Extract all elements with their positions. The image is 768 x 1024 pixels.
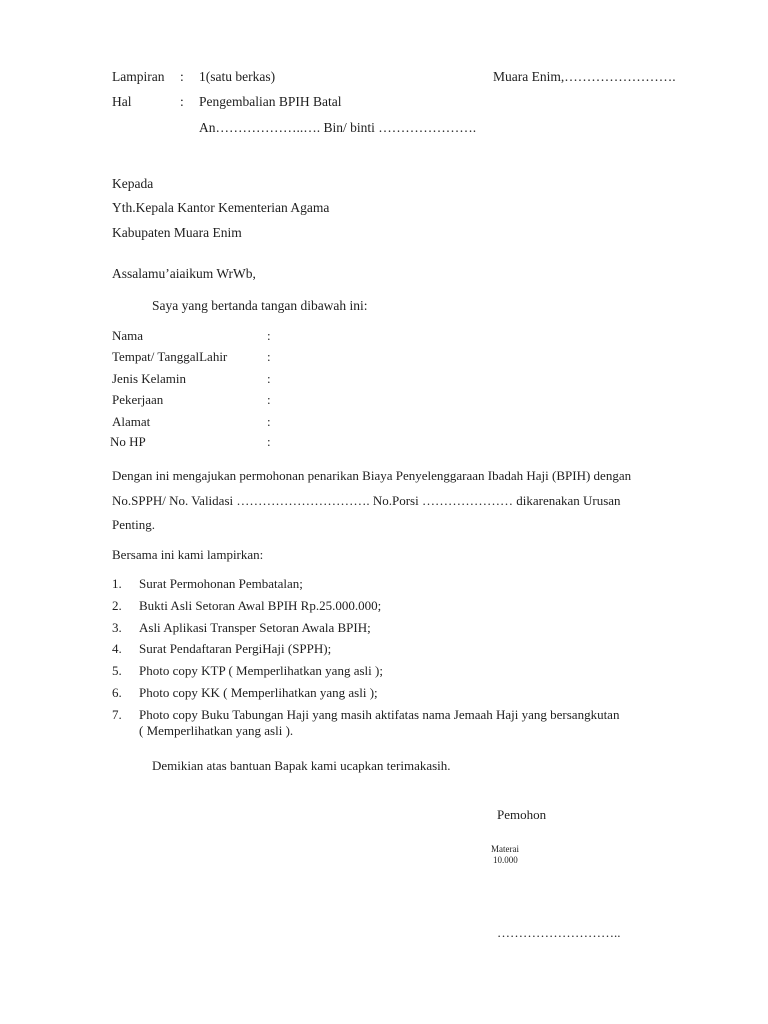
attachment-text: Surat Pendaftaran PergiHaji (SPPH); bbox=[139, 641, 332, 656]
attachment-num: 1. bbox=[112, 576, 122, 591]
recipient-line1: Yth.Kepala Kantor Kementerian Agama bbox=[112, 200, 330, 215]
greeting: Assalamu’aiaikum WrWb, bbox=[112, 266, 256, 281]
attachment-text: Bukti Asli Setoran Awal BPIH Rp.25.000.000; bbox=[139, 598, 382, 613]
field-alamat-label: Alamat bbox=[112, 414, 151, 429]
field-nama-colon: : bbox=[267, 328, 271, 343]
body-line2: No.SPPH/ No. Validasi …………………………. No.Porsi ………………… dikarenakan Urusan bbox=[112, 493, 621, 508]
closing: Demikian atas bantuan Bapak kami ucapkan terimakasih. bbox=[152, 758, 451, 773]
field-alamat-colon: : bbox=[267, 414, 271, 429]
recipient-line2: Kabupaten Muara Enim bbox=[112, 225, 242, 240]
hal-value: Pengembalian BPIH Batal bbox=[199, 94, 342, 109]
body-line3: Penting. bbox=[112, 517, 155, 532]
pemohon-label: Pemohon bbox=[497, 807, 547, 822]
attachment-num: 2. bbox=[112, 598, 122, 613]
attachment-text: Asli Aplikasi Transper Setoran Awala BPIH; bbox=[139, 620, 371, 635]
field-ttl-label: Tempat/ TanggalLahir bbox=[112, 349, 228, 364]
signature-name-line: ……………………….. bbox=[497, 925, 621, 940]
attachment-text-continuation: ( Memperlihatkan yang asli ). bbox=[139, 723, 294, 738]
an-line: An………………..…. Bin/ binti …………………. bbox=[199, 120, 477, 135]
attachment-text: Photo copy Buku Tabungan Haji yang masih aktifatas nama Jemaah Haji yang bersangkutan bbox=[139, 707, 620, 722]
attachment-num: 5. bbox=[112, 663, 122, 678]
field-jk-label: Jenis Kelamin bbox=[112, 371, 187, 386]
attachment-num: 3. bbox=[112, 620, 122, 635]
body-line1: Dengan ini mengajukan permohonan penarikan Biaya Penyelenggaraan Ibadah Haji (BPIH) dengan bbox=[112, 468, 632, 483]
hal-colon: : bbox=[180, 94, 184, 109]
field-nama-label: Nama bbox=[112, 328, 144, 343]
lampiran-label: Lampiran bbox=[112, 69, 165, 84]
intro: Saya yang bertanda tangan dibawah ini: bbox=[152, 298, 368, 313]
attachment-num: 7. bbox=[112, 707, 122, 722]
hal-label: Hal bbox=[112, 94, 132, 109]
field-ttl-colon: : bbox=[267, 349, 271, 364]
field-pekerjaan-label: Pekerjaan bbox=[112, 392, 164, 407]
attachment-num: 4. bbox=[112, 641, 122, 656]
field-pekerjaan-colon: : bbox=[267, 392, 271, 407]
lampiran-value: 1(satu berkas) bbox=[199, 69, 276, 84]
attachment-text: Photo copy KK ( Memperlihatkan yang asli ); bbox=[139, 685, 378, 700]
lampiran-colon: : bbox=[180, 69, 184, 84]
field-nohp-label: No HP bbox=[110, 434, 146, 449]
attachments-intro: Bersama ini kami lampirkan: bbox=[112, 547, 264, 562]
kepada: Kepada bbox=[112, 176, 154, 191]
attachment-num: 6. bbox=[112, 685, 122, 700]
place-date: Muara Enim,……………………. bbox=[493, 69, 676, 84]
materai-value: 10.000 bbox=[493, 855, 518, 865]
field-jk-colon: : bbox=[267, 371, 271, 386]
materai-label: Materai bbox=[491, 844, 519, 854]
attachment-text: Photo copy KTP ( Memperlihatkan yang asli ); bbox=[139, 663, 383, 678]
attachment-text: Surat Permohonan Pembatalan; bbox=[139, 576, 303, 591]
field-nohp-colon: : bbox=[267, 434, 271, 449]
